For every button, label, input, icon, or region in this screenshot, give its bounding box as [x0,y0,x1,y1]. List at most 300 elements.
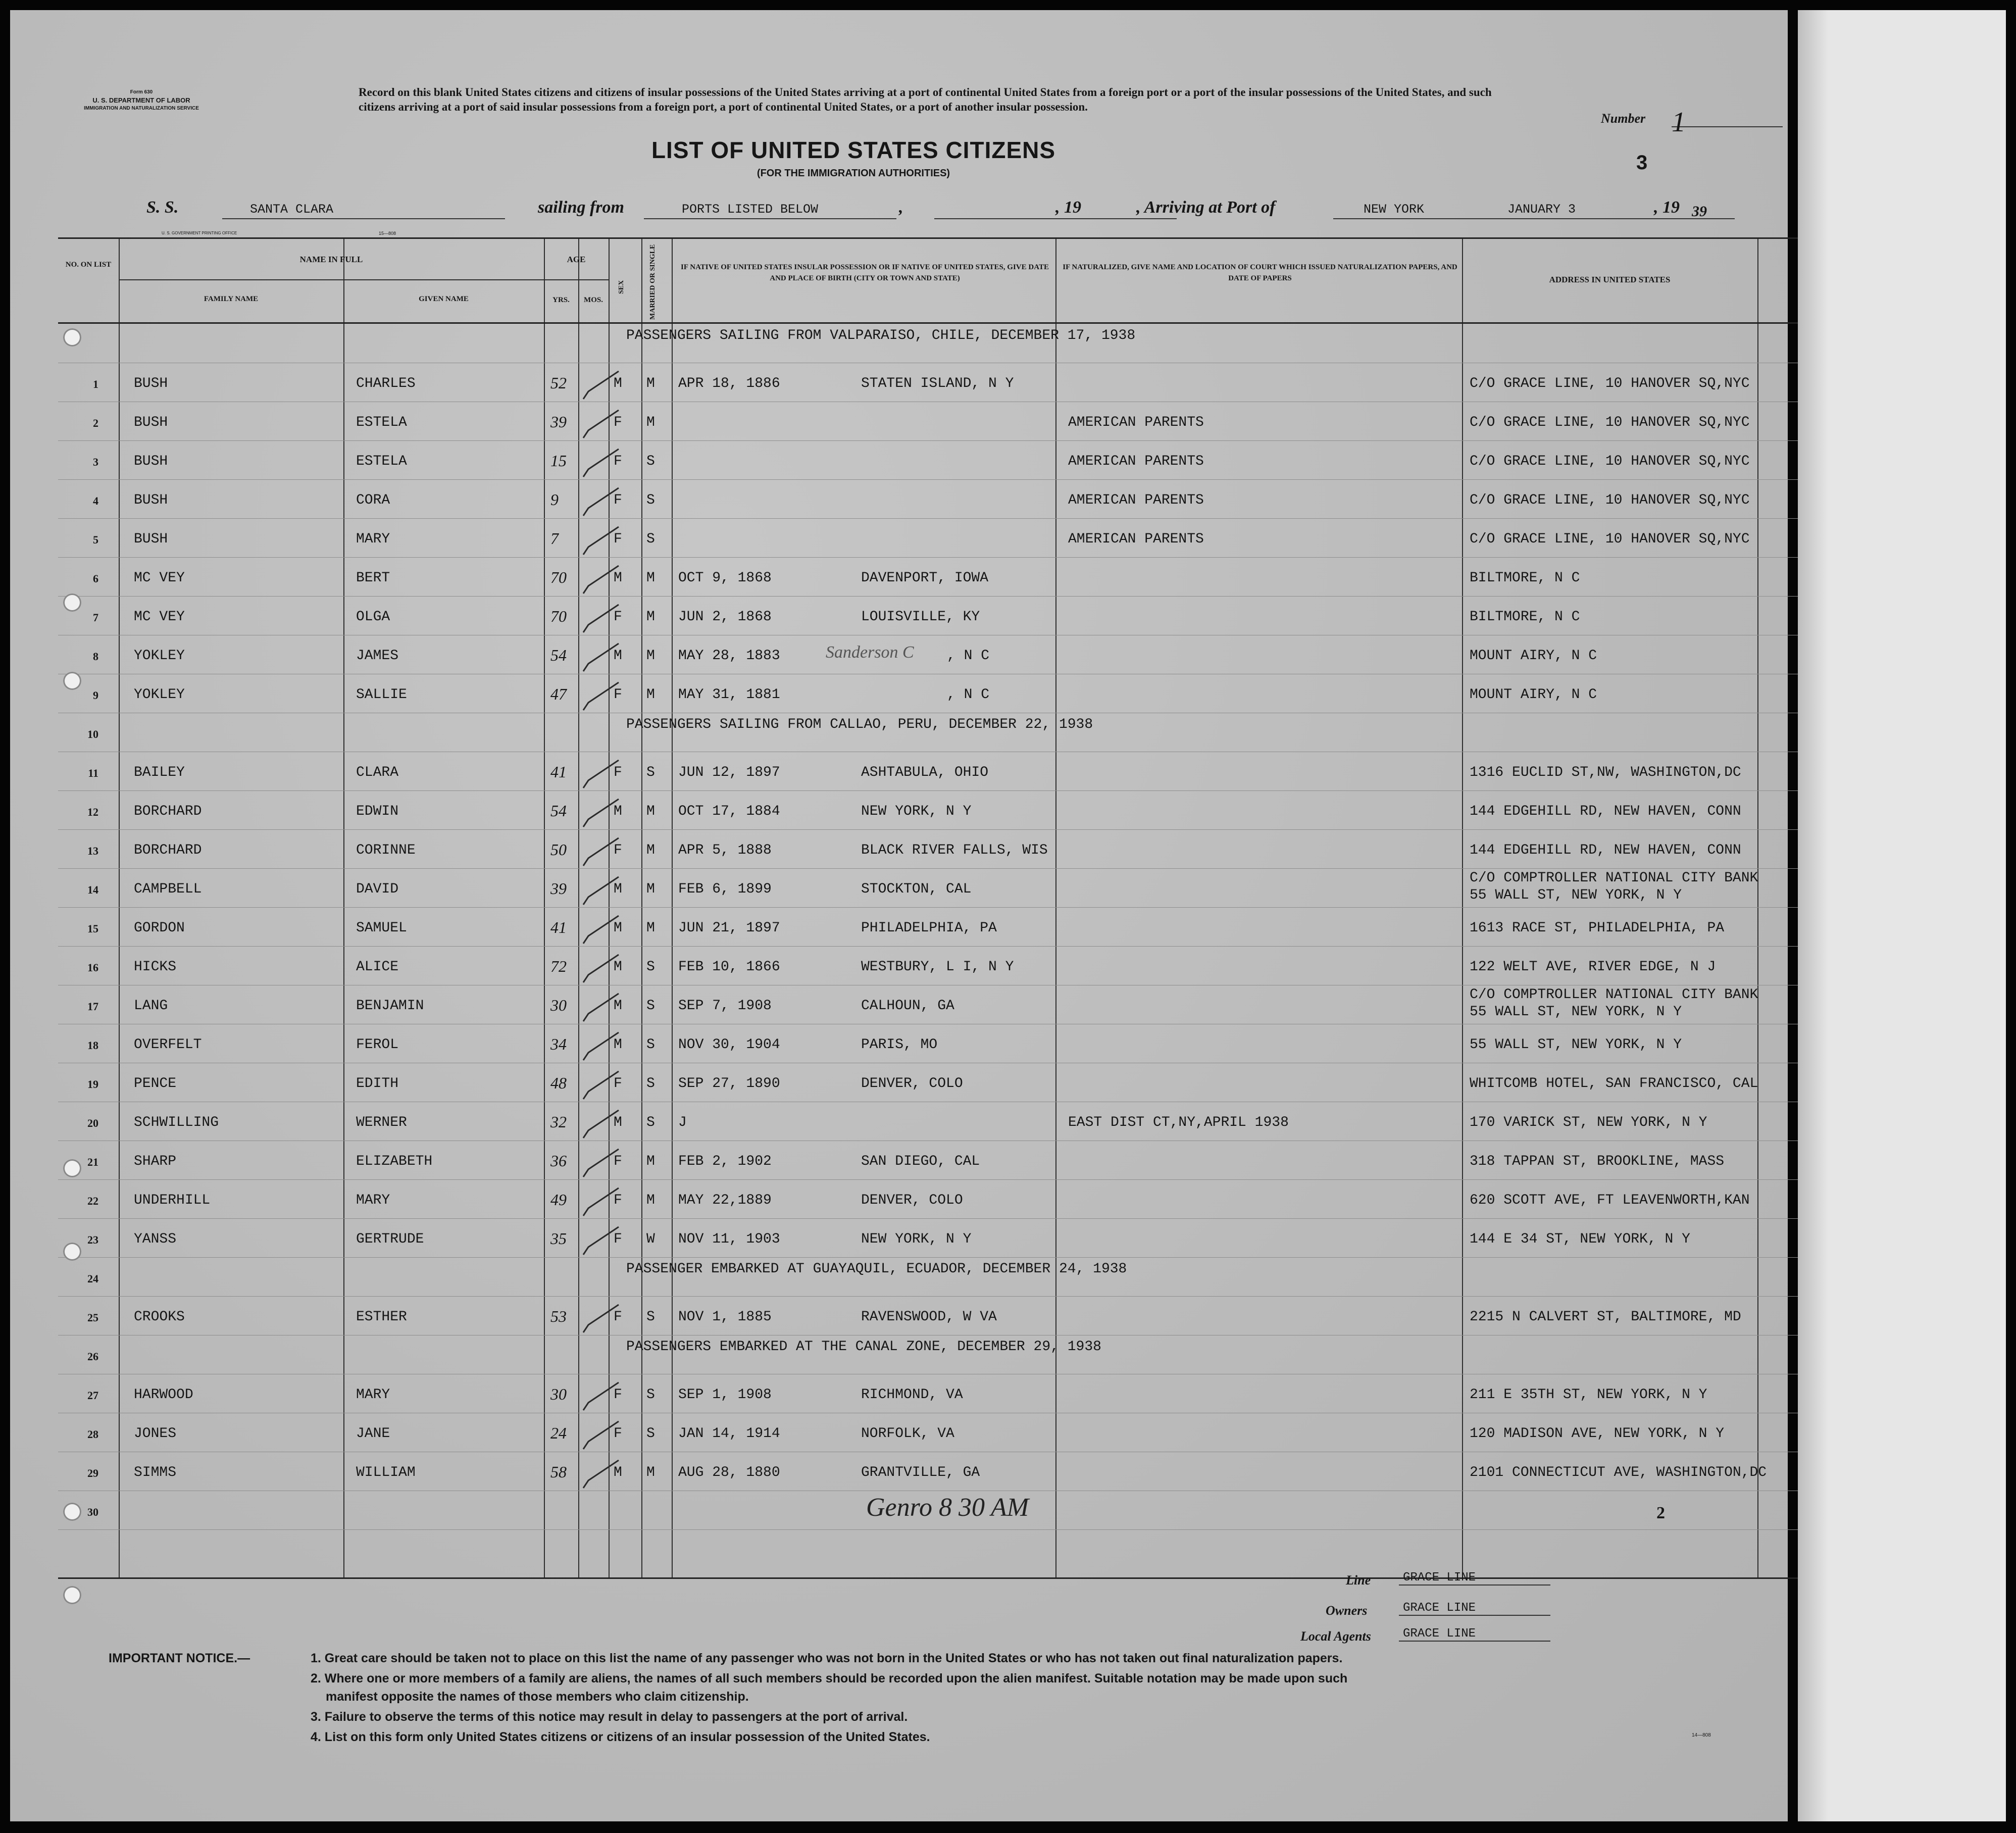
family-name: BORCHARD [134,843,202,858]
address: MOUNT AIRY, N C [1470,687,1597,703]
address: C/O GRACE LINE, 10 HANOVER SQ,NYC [1470,376,1750,391]
given-name: CLARA [356,765,399,780]
age-years: 15 [550,452,567,470]
header-age: AGE [567,255,586,264]
row-rule [58,946,1803,947]
check-mark [578,369,624,404]
arriving-label: , Arriving at Port of [1136,198,1276,217]
check-mark [578,641,624,676]
address: MOUNT AIRY, N C [1470,648,1597,664]
form-identifier [81,88,202,113]
sex: F [614,1231,622,1247]
birth-place: ASHTABULA, OHIO [861,765,989,780]
marital-status: M [646,1154,655,1169]
marital-status: S [646,1426,655,1442]
row-number: 2 [93,417,98,429]
handwritten-signature: Genro 8 30 AM [866,1493,1029,1522]
col-rule [641,239,642,1577]
age-years: 36 [550,1152,567,1170]
address: C/O GRACE LINE, 10 HANOVER SQ,NYC [1470,492,1750,508]
birth-date: NOV 30, 1904 [678,1037,780,1053]
given-name: FEROL [356,1037,399,1053]
punch-hole [63,672,81,690]
age-years: 52 [550,374,567,392]
punch-hole [63,1586,81,1604]
port-value: NEW YORK [1364,202,1425,217]
address: 2215 N CALVERT ST, BALTIMORE, MD [1470,1309,1741,1325]
address: BILTMORE, N C [1470,570,1580,586]
row-rule [58,868,1803,869]
row-number: 27 [87,1389,98,1402]
sex: F [614,1154,622,1169]
sex: M [614,376,622,391]
page-title: LIST OF UNITED STATES CITIZENS [651,137,1056,163]
row-number: 8 [93,650,98,663]
ss-label: S. S. [146,198,179,217]
birth-place: SAN DIEGO, CAL [861,1154,980,1169]
marital-status: M [646,920,655,936]
given-name: CORA [356,492,390,508]
form-number: Form 630 [130,89,153,95]
col-rule [1055,239,1056,1577]
address: 55 WALL ST, NEW YORK, N Y [1470,1037,1682,1053]
row-rule [58,1257,1803,1258]
check-mark [578,913,624,949]
notice-item-4: 4. List on this form only United States citizens or citizens of an insular possession of the United States. [311,1730,930,1744]
family-name: SHARP [134,1154,177,1169]
notice-item-1: 1. Great care should be taken not to place on this list the name of any passenger who was not born in the United States or who has not taken out final naturalization papers. [311,1651,1343,1665]
row-number: 20 [87,1117,98,1129]
family-name: SIMMS [134,1465,177,1480]
row-number: 16 [87,961,98,974]
family-name: CAMPBELL [134,881,202,897]
row-number: 29 [87,1467,98,1479]
given-name: ESTELA [356,415,407,430]
given-name: ELIZABETH [356,1154,433,1169]
sex: F [614,1426,622,1442]
row-number: 26 [87,1350,98,1363]
row-number: 4 [93,494,98,507]
col-rule [544,239,545,1577]
birth-place: NORFOLK, VA [861,1426,954,1442]
naturalization-info: AMERICAN PARENTS [1068,454,1204,469]
sex: M [614,648,622,664]
given-name: EDITH [356,1076,399,1092]
given-name: JANE [356,1426,390,1442]
sex: F [614,492,622,508]
age-years: 72 [550,957,567,975]
age-years: 49 [550,1191,567,1209]
marital-status: S [646,1387,655,1403]
marital-status: M [646,687,655,703]
comma: , [899,198,903,217]
row-rule [58,1218,1803,1219]
row-number: 11 [88,767,98,779]
birth-date: SEP 7, 1908 [678,998,772,1014]
row-number: 12 [87,806,98,818]
header-native-insular: IF NATIVE OF UNITED STATES INSULAR POSSESSION OR IF NATIVE OF UNITED STATES, GIVE DATE AND PLACE OF BIRTH (CITY OR TOWN AND STATE) [681,263,1049,282]
age-years: 70 [550,607,567,625]
sex: M [614,804,622,819]
row-rule [58,440,1803,441]
sex: F [614,1076,622,1092]
header-naturalized: IF NATURALIZED, GIVE NAME AND LOCATION OF COURT WHICH ISSUED NATURALIZATION PAPERS, AND DATE OF PAPERS [1063,263,1457,282]
birth-place: , N C [947,687,990,703]
birth-date: FEB 2, 1902 [678,1154,772,1169]
header-married-single: MARRIED OR SINGLE [649,244,657,320]
sex: F [614,765,622,780]
birth-place: DAVENPORT, IOWA [861,570,989,586]
sex: F [614,843,622,858]
family-name: YOKLEY [134,648,185,664]
row-number: 13 [87,845,98,857]
family-name: MC VEY [134,609,185,625]
given-name: EDWIN [356,804,399,819]
birth-date: APR 5, 1888 [678,843,772,858]
header-bottom-rule [58,322,1803,324]
address: C/O GRACE LINE, 10 HANOVER SQ,NYC [1470,531,1750,547]
address: C/O GRACE LINE, 10 HANOVER SQ,NYC [1470,415,1750,430]
arrival-year-prefix: , 19 [1654,198,1680,217]
header-given-name: GIVEN NAME [419,295,469,303]
section-heading: PASSENGERS EMBARKED AT THE CANAL ZONE, DECEMBER 29, 1938 [626,1339,1101,1355]
header-yrs: YRS. [552,296,570,304]
marital-status: S [646,1037,655,1053]
birth-place: NEW YORK, N Y [861,804,972,819]
given-name: GERTRUDE [356,1231,424,1247]
birth-place: STOCKTON, CAL [861,881,972,897]
age-years: 41 [550,763,567,781]
birth-date: JAN 14, 1914 [678,1426,780,1442]
section-heading: PASSENGER EMBARKED AT GUAYAQUIL, ECUADOR, DECEMBER 24, 1938 [626,1261,1127,1277]
family-name: BUSH [134,415,168,430]
family-name: MC VEY [134,570,185,586]
family-name: LANG [134,998,168,1014]
arrival-year-suffix: 39 [1692,203,1707,220]
address: 620 SCOTT AVE, FT LEAVENWORTH,KAN [1470,1193,1750,1208]
marital-status: S [646,454,655,469]
birth-place: NEW YORK, N Y [861,1231,972,1247]
family-name: OVERFELT [134,1037,202,1053]
owners-value: GRACE LINE [1399,1601,1550,1616]
family-name: YANSS [134,1231,177,1247]
check-mark [578,447,624,482]
row-number: 24 [87,1272,98,1285]
row-number: 17 [87,1000,98,1013]
check-mark [578,602,624,637]
notice-item-2: 2. Where one or more members of a family are aliens, the names of all such members should be recorded upon the alien manifest. Suitable notation may be made upon such [311,1671,1348,1686]
handwritten-annotation: Sanderson C [826,643,914,662]
check-mark [578,1224,624,1260]
line-value: GRACE LINE [1399,1571,1550,1586]
given-name: WERNER [356,1115,407,1130]
sex: F [614,1193,622,1208]
page-margin-strip [1798,10,2006,1821]
sex: M [614,881,622,897]
birth-date: FEB 6, 1899 [678,881,772,897]
check-mark [578,797,624,832]
section-heading: PASSENGERS SAILING FROM VALPARAISO, CHILE, DECEMBER 17, 1938 [626,328,1136,343]
marital-status: M [646,648,655,664]
marital-status: S [646,765,655,780]
punch-hole [63,593,81,612]
row-number: 22 [87,1195,98,1207]
check-mark [578,408,624,443]
sex: F [614,1387,622,1403]
address: 144 EDGEHILL RD, NEW HAVEN, CONN [1470,843,1741,858]
check-mark [578,563,624,599]
year-rule [1106,218,1151,219]
marital-status: S [646,531,655,547]
address: 2101 CONNECTICUT AVE, WASHINGTON,DC [1470,1465,1767,1480]
birth-date: JUN 2, 1868 [678,609,772,625]
row-rule [58,1529,1803,1530]
sex: F [614,1309,622,1325]
family-name: SCHWILLING [134,1115,219,1130]
check-mark [578,1069,624,1104]
given-name: BERT [356,570,390,586]
birth-place: CALHOUN, GA [861,998,954,1014]
row-number: 10 [87,728,98,740]
age-years: 54 [550,802,567,820]
year-prefix: , 19 [1055,198,1081,217]
sex: F [614,609,622,625]
check-mark [578,524,624,560]
naturalization-info: EAST DIST CT,NY,APRIL 1938 [1068,1115,1289,1130]
row-number: 7 [93,611,98,624]
birth-date: JUN 21, 1897 [678,920,780,936]
family-name: GORDON [134,920,185,936]
printing-office-note: U. S. GOVERNMENT PRINTING OFFICE [162,231,237,235]
naturalization-info: AMERICAN PARENTS [1068,492,1204,508]
address-line-2: 55 WALL ST, NEW YORK, N Y [1470,1004,1682,1020]
family-name: HICKS [134,959,177,975]
birth-date: SEP 1, 1908 [678,1387,772,1403]
sex: F [614,454,622,469]
row-rule [58,1179,1803,1180]
row-rule [58,596,1803,597]
header-name-in-full: NAME IN FULL [299,255,363,264]
marital-status: M [646,881,655,897]
row-rule [58,518,1803,519]
marital-status: S [646,959,655,975]
list-number-handwritten: 1 [1672,107,1686,138]
header-sex: SEX [618,280,625,294]
notice-heading: IMPORTANT NOTICE.— [109,1651,250,1665]
punch-hole [63,328,81,346]
col-rule [1757,239,1758,1577]
birth-date: MAY 22,1889 [678,1193,772,1208]
sailing-from-value: PORTS LISTED BELOW [682,202,819,217]
address: WHITCOMB HOTEL, SAN FRANCISCO, CAL [1470,1076,1758,1092]
row-number: 14 [87,883,98,896]
header-address: ADDRESS IN UNITED STATES [1549,275,1671,284]
age-years: 47 [550,685,567,703]
check-mark [578,1419,624,1454]
family-name: BUSH [134,492,168,508]
address: 120 MADISON AVE, NEW YORK, N Y [1470,1426,1725,1442]
row-number: 21 [87,1156,98,1168]
local-agents-label: Local Agents [1300,1629,1371,1644]
birth-date: OCT 17, 1884 [678,804,780,819]
notice-item-2-cont: manifest opposite the names of those members who claim citizenship. [326,1690,749,1704]
row-number: 6 [93,572,98,585]
row-number: 1 [93,378,98,390]
age-years: 54 [550,646,567,664]
address: 211 E 35TH ST, NEW YORK, N Y [1470,1387,1707,1403]
naturalization-info: AMERICAN PARENTS [1068,415,1204,430]
sailing-from-rule [644,218,896,219]
page-tally-mark: 2 [1656,1504,1665,1522]
row-rule [58,1296,1803,1297]
birth-place: DENVER, COLO [861,1076,963,1092]
address: 144 E 34 ST, NEW YORK, N Y [1470,1231,1690,1247]
voyage-line [146,198,1737,223]
birth-date: NOV 1, 1885 [678,1309,772,1325]
row-rule [58,479,1803,480]
sex: M [614,959,622,975]
birth-place: LOUISVILLE, KY [861,609,980,625]
address: C/O COMPTROLLER NATIONAL CITY BANK [1470,870,1758,886]
service-name: IMMIGRATION AND NATURALIZATION SERVICE [84,106,199,111]
punch-hole [63,1159,81,1177]
row-number: 18 [87,1039,98,1052]
birth-date: MAY 28, 1883 [678,648,780,664]
check-mark [578,1147,624,1182]
family-name: BUSH [134,531,168,547]
age-years: 48 [550,1074,567,1092]
naturalization-info: AMERICAN PARENTS [1068,531,1204,547]
section-heading: PASSENGERS SAILING FROM CALLAO, PERU, DECEMBER 22, 1938 [626,717,1093,732]
arrival-rule [1495,218,1717,219]
age-years: 32 [550,1113,567,1131]
given-name: DAVID [356,881,399,897]
address-line-2: 55 WALL ST, NEW YORK, N Y [1470,887,1682,903]
given-name: ESTELA [356,454,407,469]
sex: M [614,920,622,936]
check-mark [578,1302,624,1337]
marital-status: M [646,570,655,586]
arrival-year-rule [1689,218,1735,219]
family-name: CROOKS [134,1309,185,1325]
row-number: 19 [87,1078,98,1091]
check-mark [578,1458,624,1493]
marital-status: S [646,1076,655,1092]
row-number: 9 [93,689,98,702]
sex: F [614,687,622,703]
given-name: OLGA [356,609,390,625]
col-rule [1462,239,1463,1577]
birth-date: AUG 28, 1880 [678,1465,780,1480]
birth-place: DENVER, COLO [861,1193,963,1208]
given-name: MARY [356,1387,390,1403]
age-years: 39 [550,879,567,898]
col-rule [672,239,673,1577]
check-mark [578,835,624,871]
check-mark [578,1380,624,1415]
marital-status: S [646,1309,655,1325]
local-agents-value: GRACE LINE [1399,1627,1550,1642]
row-number: 28 [87,1428,98,1441]
check-mark [578,991,624,1026]
notice-item-3: 3. Failure to observe the terms of this notice may result in delay to passengers at the port of arrival. [311,1710,908,1724]
passenger-table [58,237,1803,1576]
row-number: 15 [87,922,98,935]
department-name: U. S. DEPARTMENT OF LABOR [92,96,190,104]
punch-hole [63,1503,81,1521]
marital-status: M [646,1465,655,1480]
ship-name: SANTA CLARA [250,202,334,217]
header-family-name: FAMILY NAME [204,295,259,303]
birth-date: APR 18, 1886 [678,376,780,391]
marital-status: S [646,998,655,1014]
check-mark [578,874,624,910]
check-mark [578,1185,624,1221]
check-mark [578,1108,624,1143]
row-rule [58,907,1803,908]
marital-status: W [646,1231,655,1247]
marital-status: M [646,376,655,391]
birth-place: WESTBURY, L I, N Y [861,959,1014,975]
marital-status: M [646,804,655,819]
form-code-top: 15—808 [379,231,396,236]
family-name: BUSH [134,454,168,469]
family-name: YOKLEY [134,687,185,703]
check-mark [578,485,624,521]
address: 318 TAPPAN ST, BROOKLINE, MASS [1470,1154,1725,1169]
sex: F [614,531,622,547]
given-name: ALICE [356,959,399,975]
check-mark [578,1030,624,1065]
row-number: 3 [93,456,98,468]
sex: M [614,1465,622,1480]
form-code-bottom: 14—808 [1692,1732,1711,1738]
age-years: 9 [550,490,559,509]
birth-place: RICHMOND, VA [861,1387,963,1403]
check-mark [578,758,624,793]
sex: M [614,1115,622,1130]
birth-date: J [678,1115,687,1130]
page-subtitle: (FOR THE IMMIGRATION AUTHORITIES) [757,168,950,179]
marital-status: M [646,609,655,625]
row-number: 30 [87,1506,98,1518]
number-rule [1672,126,1783,127]
address: 170 VARICK ST, NEW YORK, N Y [1470,1115,1707,1130]
family-name: BUSH [134,376,168,391]
age-years: 39 [550,413,567,431]
birth-date: MAY 31, 1881 [678,687,780,703]
address: 122 WELT AVE, RIVER EDGE, N J [1470,959,1716,975]
family-name: PENCE [134,1076,177,1092]
given-name: CORINNE [356,843,416,858]
col-rule [119,239,120,1577]
punch-hole [63,1243,81,1261]
marital-status: M [646,843,655,858]
marital-status: M [646,415,655,430]
sex: M [614,570,622,586]
row-number: 25 [87,1311,98,1324]
birth-place: STATEN ISLAND, N Y [861,376,1014,391]
sex: F [614,415,622,430]
marital-status: M [646,1193,655,1208]
given-name: MARY [356,531,390,547]
age-years: 50 [550,840,567,859]
row-rule [58,829,1803,830]
owners-label: Owners [1326,1603,1368,1618]
sex: M [614,1037,622,1053]
arrival-date: JANUARY 3 [1507,202,1576,217]
check-mark [578,680,624,715]
